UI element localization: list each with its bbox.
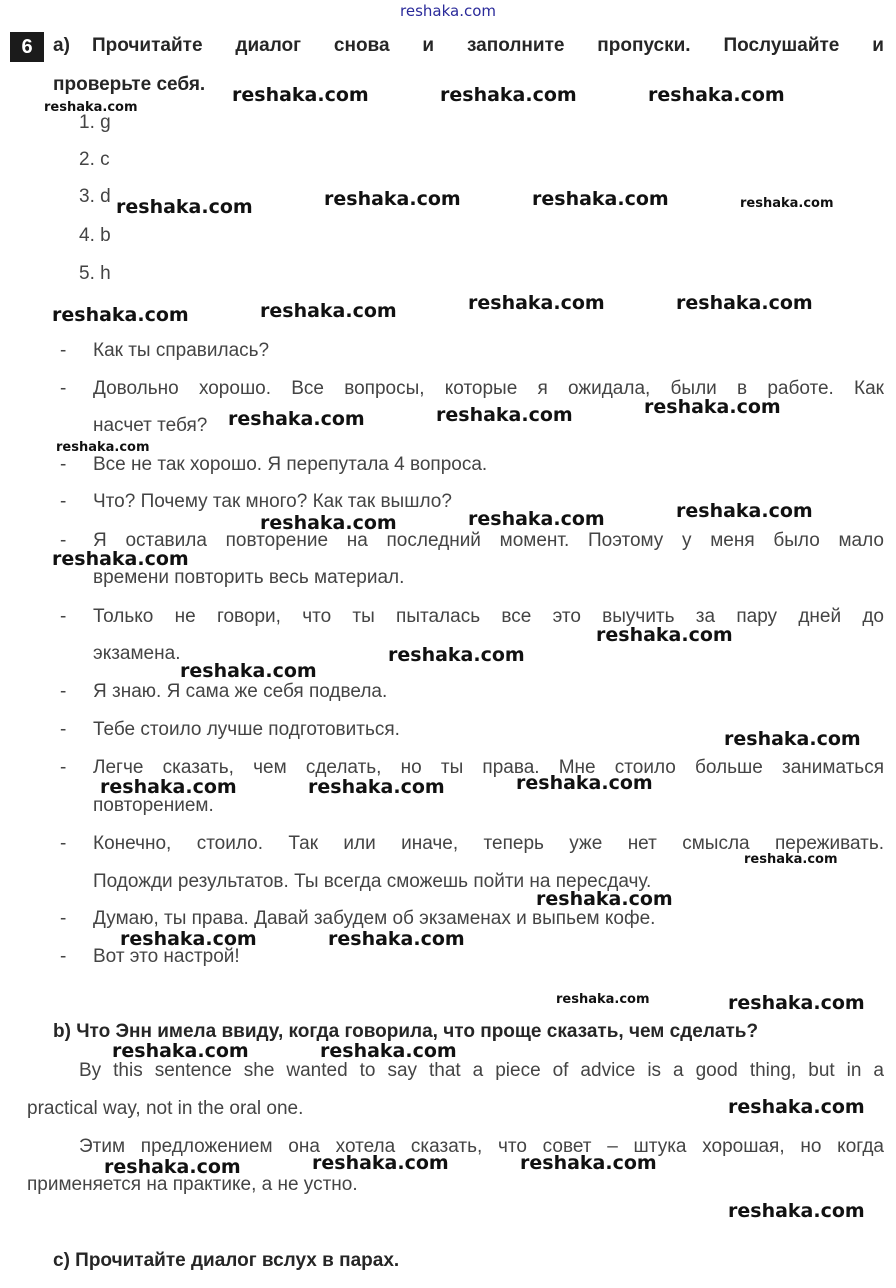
watermark: reshaka.com bbox=[228, 408, 365, 430]
dialogue-line: Я знаю. Я сама же себя подвела. bbox=[93, 681, 388, 702]
answer-item: 4. b bbox=[79, 225, 111, 246]
dialogue-line-cont: экзамена. bbox=[93, 643, 181, 664]
answer-item: 2. c bbox=[79, 149, 110, 170]
part-a-label: a) bbox=[53, 35, 70, 56]
dialogue-dash: - bbox=[60, 908, 67, 929]
dialogue-line: Довольно хорошо. Все вопросы, которые я ожидала, были в работе. Как bbox=[93, 378, 884, 399]
dialogue-dash: - bbox=[60, 491, 67, 512]
part-b-russian-line: применяется на практике, а не устно. bbox=[27, 1174, 358, 1195]
watermark: reshaka.com bbox=[260, 512, 397, 534]
watermark: reshaka.com bbox=[436, 404, 573, 426]
dialogue-line-cont: насчет тебя? bbox=[93, 415, 208, 436]
watermark: reshaka.com bbox=[644, 396, 781, 418]
part-b-english-line: practical way, not in the oral one. bbox=[27, 1098, 304, 1119]
watermark: reshaka.com bbox=[516, 772, 653, 794]
part-a-instruction-line1: Прочитайте диалог снова и заполните пропуски. Послушайте и bbox=[92, 35, 884, 56]
watermark: reshaka.com bbox=[596, 624, 733, 646]
watermark: reshaka.com bbox=[44, 100, 138, 115]
watermark: reshaka.com bbox=[520, 1152, 657, 1174]
watermark: reshaka.com bbox=[100, 776, 237, 798]
watermark: reshaka.com bbox=[532, 188, 669, 210]
answer-item: 5. h bbox=[79, 263, 111, 284]
dialogue-line: Думаю, ты права. Давай забудем об экзаменах и выпьем кофе. bbox=[93, 908, 656, 929]
watermark: reshaka.com bbox=[536, 888, 673, 910]
watermark: reshaka.com bbox=[116, 196, 253, 218]
watermark: reshaka.com bbox=[120, 928, 257, 950]
dialogue-line: Что? Почему так много? Как так вышло? bbox=[93, 491, 452, 512]
dialogue-line-cont: времени повторить весь материал. bbox=[93, 567, 405, 588]
watermark: reshaka.com bbox=[468, 292, 605, 314]
dialogue-line-cont: Подожди результатов. Ты всегда сможешь пойти на пересдачу. bbox=[93, 871, 652, 892]
part-b-russian-line: Этим предложением она хотела сказать, что совет – штука хорошая, но когда bbox=[79, 1136, 884, 1157]
watermark: reshaka.com bbox=[728, 1200, 865, 1222]
dialogue-dash: - bbox=[60, 530, 67, 551]
watermark: reshaka.com bbox=[232, 84, 369, 106]
watermark: reshaka.com bbox=[728, 992, 865, 1014]
part-b-english-line: By this sentence she wanted to say that a piece of advice is a good thing, but in a bbox=[79, 1060, 884, 1081]
answer-item: 3. d bbox=[79, 186, 111, 207]
watermark: reshaka.com bbox=[388, 644, 525, 666]
dialogue-line: Легче сказать, чем сделать, но ты права. Мне стоило больше заниматься bbox=[93, 757, 884, 778]
part-b-question: b) Что Энн имела ввиду, когда говорила, что проще сказать, чем сделать? bbox=[53, 1021, 759, 1042]
watermark: reshaka.com bbox=[312, 1152, 449, 1174]
answer-item: 1. g bbox=[79, 112, 111, 133]
watermark: reshaka.com bbox=[180, 660, 317, 682]
dialogue-dash: - bbox=[60, 833, 67, 854]
dialogue-line-cont: повторением. bbox=[93, 795, 214, 816]
dialogue-dash: - bbox=[60, 757, 67, 778]
dialogue-line: Только не говори, что ты пыталась все это выучить за пару дней до bbox=[93, 606, 884, 627]
watermark: reshaka.com bbox=[676, 500, 813, 522]
part-a-instruction-line2: проверьте себя. bbox=[53, 74, 206, 95]
watermark: reshaka.com bbox=[440, 84, 577, 106]
dialogue-dash: - bbox=[60, 681, 67, 702]
dialogue-dash: - bbox=[60, 340, 67, 361]
watermark: reshaka.com bbox=[260, 300, 397, 322]
dialogue-line: Тебе стоило лучше подготовиться. bbox=[93, 719, 400, 740]
dialogue-dash: - bbox=[60, 719, 67, 740]
watermark: reshaka.com bbox=[56, 440, 150, 455]
watermark: reshaka.com bbox=[724, 728, 861, 750]
dialogue-line: Как ты справилась? bbox=[93, 340, 270, 361]
dialogue-dash: - bbox=[60, 946, 67, 967]
site-header-link[interactable]: reshaka.com bbox=[400, 2, 496, 20]
part-c-instruction: c) Прочитайте диалог вслух в парах. bbox=[53, 1250, 400, 1271]
watermark: reshaka.com bbox=[324, 188, 461, 210]
dialogue-dash: - bbox=[60, 606, 67, 627]
watermark: reshaka.com bbox=[740, 196, 834, 211]
dialogue-dash: - bbox=[60, 454, 67, 475]
dialogue-dash: - bbox=[60, 378, 67, 399]
watermark: reshaka.com bbox=[648, 84, 785, 106]
dialogue-line: Вот это настрой! bbox=[93, 946, 240, 967]
watermark: reshaka.com bbox=[744, 852, 838, 867]
watermark: reshaka.com bbox=[556, 992, 650, 1007]
watermark: reshaka.com bbox=[308, 776, 445, 798]
watermark: reshaka.com bbox=[676, 292, 813, 314]
dialogue-line: Я оставила повторение на последний момент. Поэтому у меня было мало bbox=[93, 530, 884, 551]
task-number-badge: 6 bbox=[10, 32, 44, 62]
watermark: reshaka.com bbox=[52, 304, 189, 326]
watermark: reshaka.com bbox=[468, 508, 605, 530]
watermark: reshaka.com bbox=[328, 928, 465, 950]
watermark: reshaka.com bbox=[104, 1156, 241, 1178]
watermark: reshaka.com bbox=[112, 1040, 249, 1062]
watermark: reshaka.com bbox=[52, 548, 189, 570]
dialogue-line: Все не так хорошо. Я перепутала 4 вопроса. bbox=[93, 454, 488, 475]
watermark: reshaka.com bbox=[728, 1096, 865, 1118]
dialogue-line: Конечно, стоило. Так или иначе, теперь уже нет смысла переживать. bbox=[93, 833, 884, 854]
watermark: reshaka.com bbox=[320, 1040, 457, 1062]
